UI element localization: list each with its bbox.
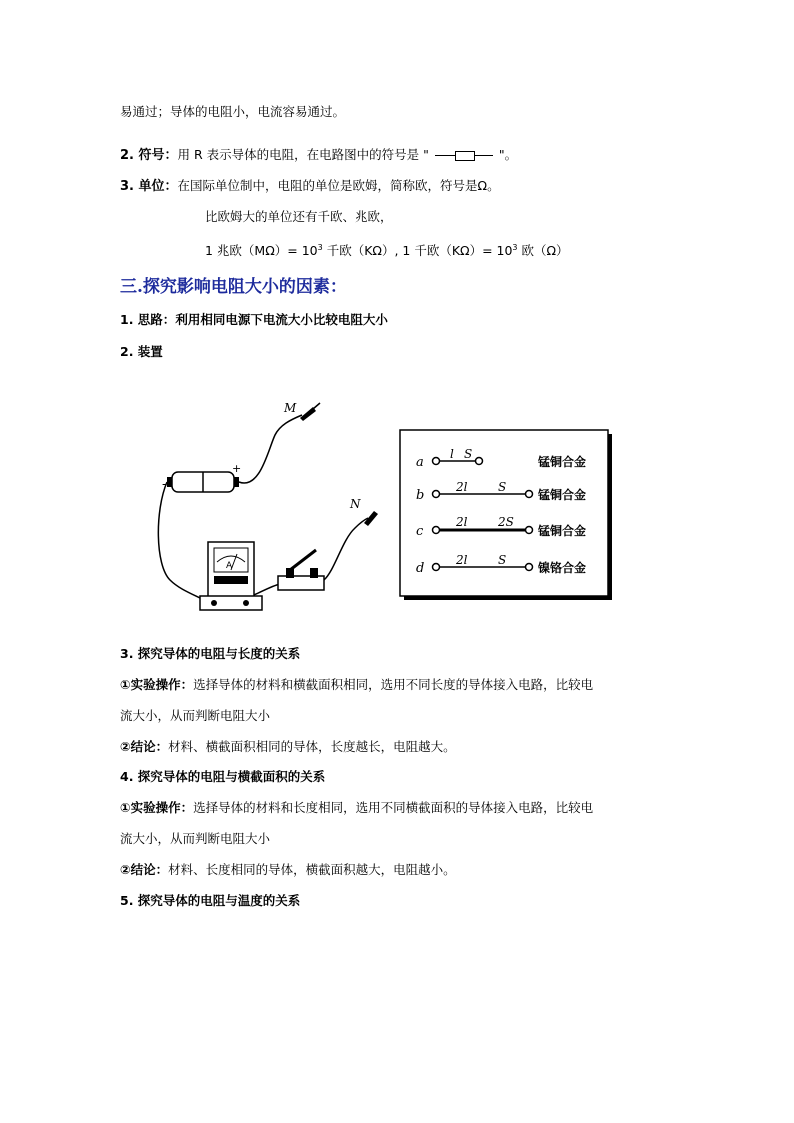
conductor-board — [398, 428, 612, 600]
exp-1: 3 — [317, 243, 323, 252]
unit-conversion-line — [205, 239, 569, 260]
unit-more: 比欧姆大的单位还有千欧、兆欧， — [205, 209, 393, 224]
area-op-heading: ①实验操作： — [120, 800, 194, 815]
area-heading: 4. 探究导体的电阻与横截面积的关系 — [120, 769, 326, 784]
row-a-length: l — [450, 447, 454, 461]
area-con-heading: ②结论： — [120, 862, 169, 877]
length-op-line — [120, 676, 593, 694]
idea-heading: 1. 思路： — [120, 312, 176, 327]
device-line — [120, 343, 163, 361]
wire-to-m — [239, 415, 302, 483]
row-c-material: 锰铜合金 — [538, 524, 587, 538]
idea-line — [120, 311, 388, 329]
switch-icon — [278, 550, 324, 590]
row-c-area: 2S — [498, 515, 514, 529]
unit-more-line — [205, 208, 393, 226]
length-conclusion-line — [120, 738, 456, 756]
ammeter-icon — [200, 542, 262, 610]
top-continuation: 易通过；导体的电阻小，电流容易通过。 — [120, 104, 346, 119]
clip-m-label: M — [284, 401, 297, 415]
battery-plus: + — [232, 462, 242, 475]
row-c-letter: c — [416, 524, 424, 539]
row-a-area: S — [464, 447, 473, 461]
unit-conv-a: 1 兆欧（MΩ）= 10 — [205, 243, 318, 259]
idea-text: 利用相同电源下电流大小比较电阻大小 — [175, 312, 388, 327]
length-con-text: 材料、横截面积相同的导体，长度越长，电阻越大。 — [168, 739, 456, 754]
length-con-heading: ②结论： — [120, 739, 169, 754]
symbol-text-a: 用 R 表示导体的电阻，在电路图中的符号是 " — [177, 147, 429, 162]
row-c-length: 2l — [456, 515, 468, 529]
row-d-length: 2l — [456, 553, 468, 567]
length-op-line-2 — [120, 707, 270, 725]
exp-2: 3 — [512, 243, 518, 252]
clip-m-icon — [300, 403, 320, 421]
section-title: 三.探究影响电阻大小的因素： — [120, 277, 347, 297]
wire-ammeter-switch — [254, 584, 280, 595]
unit-text: 在国际单位制中，电阻的单位是欧姆，简称欧，符号是Ω。 — [177, 178, 500, 193]
row-d-material: 镍铬合金 — [538, 561, 587, 575]
ammeter-label: A — [226, 561, 233, 571]
unit-conv-c: 欧（Ω） — [517, 243, 569, 259]
row-a-material: 锰铜合金 — [538, 455, 587, 469]
battery-icon — [167, 472, 239, 492]
area-conclusion-line — [120, 861, 456, 879]
area-op-text-2: 流大小，从而判断电阻大小 — [120, 831, 271, 846]
length-op-text: 选择导体的材料和横截面积相同，选用不同长度的导体接入电路，比较电 — [193, 677, 594, 692]
wire-battery-ammeter — [158, 482, 208, 602]
length-op-heading: ①实验操作： — [120, 677, 194, 692]
row-b-area: S — [498, 480, 507, 494]
battery-minus: - — [162, 477, 167, 491]
area-op-text: 选择导体的材料和长度相同，选用不同横截面积的导体接入电路，比较电 — [193, 800, 594, 815]
length-heading: 3. 探究导体的电阻与长度的关系 — [120, 646, 301, 661]
row-b-length: 2l — [456, 480, 468, 494]
area-con-text: 材料、长度相同的导体，横截面积越大，电阻越小。 — [168, 862, 456, 877]
symbol-heading: 2. 符号： — [120, 148, 178, 163]
row-d-area: S — [498, 553, 507, 567]
row-b-letter: b — [416, 488, 425, 503]
symbol-text-b: "。 — [498, 147, 518, 162]
device-heading: 2. 装置 — [120, 344, 163, 359]
area-op-line — [120, 799, 593, 817]
length-heading-line — [120, 645, 300, 663]
area-op-line-2 — [120, 830, 270, 848]
row-b-material: 锰铜合金 — [538, 488, 587, 502]
unit-conv-b: 千欧（KΩ）, 1 千欧（KΩ）= 10 — [322, 243, 513, 259]
row-d-letter: d — [416, 561, 425, 576]
symbol-line — [120, 146, 517, 165]
unit-line — [120, 177, 500, 196]
wire-to-n — [324, 518, 368, 580]
length-op-text-2: 流大小，从而判断电阻大小 — [120, 708, 271, 723]
temperature-heading: 5. 探究导体的电阻与温度的关系 — [120, 893, 301, 908]
clip-n-label: N — [350, 497, 361, 511]
unit-heading: 3. 单位： — [120, 179, 178, 194]
row-a-letter: a — [416, 455, 424, 470]
circuit-diagram — [150, 390, 380, 630]
resistor-symbol-icon — [435, 150, 493, 162]
area-heading-line — [120, 768, 325, 786]
temperature-heading-line — [120, 892, 300, 910]
text-line-top — [120, 103, 345, 121]
